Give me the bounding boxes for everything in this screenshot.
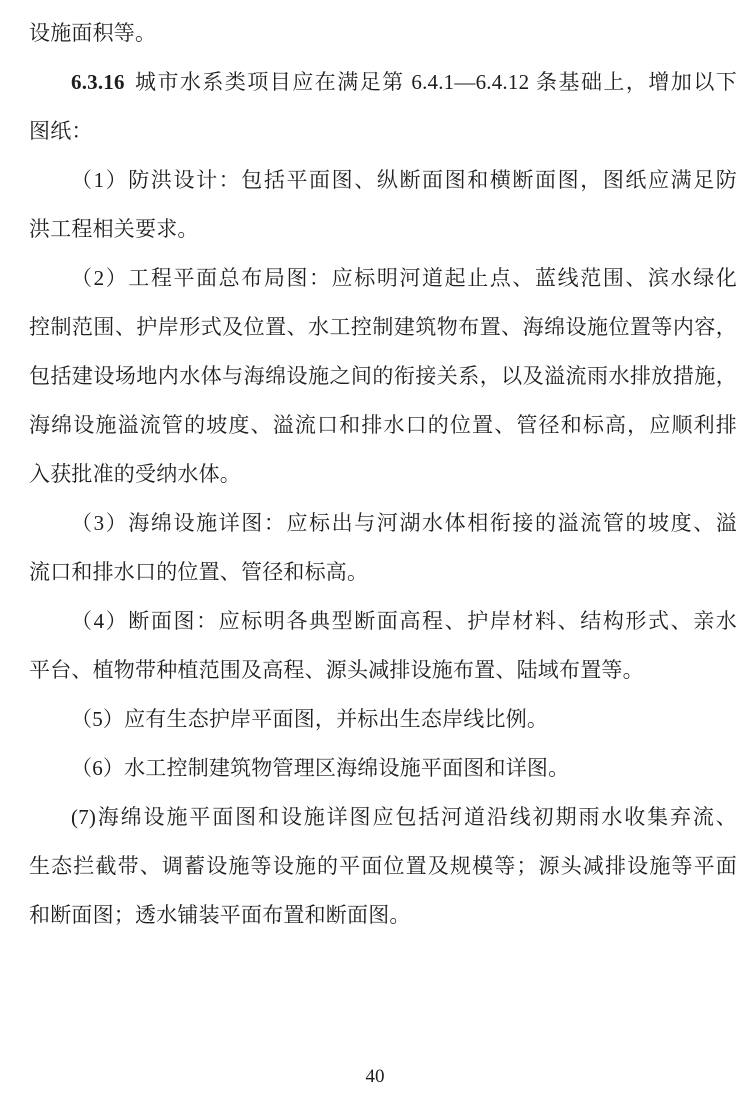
page-number: 40 bbox=[365, 1066, 385, 1087]
item-7-line-3: 和断面图；透水铺装平面布置和断面图。 bbox=[29, 903, 411, 927]
item-4-line-1: （4）断面图：应标明各典型断面高程、护岸材料、结构形式、亲水 bbox=[71, 609, 737, 633]
item-6-line: （6）水工控制建筑物管理区海绵设施平面图和详图。 bbox=[71, 756, 570, 780]
item-2-line-3: 包括建设场地内水体与海绵设施之间的衔接关系，以及溢流雨水排放措施， bbox=[29, 364, 737, 388]
item-1-line-2: 洪工程相关要求。 bbox=[29, 217, 199, 241]
item-4-line-2: 平台、植物带种植范围及高程、源头减排设施布置、陆域布置等。 bbox=[29, 658, 644, 682]
item-7-line-1: (7)海绵设施平面图和设施详图应包括河道沿线初期雨水收集弃流、 bbox=[71, 805, 737, 829]
clause-6316-line-1-text: 城市水系类项目应在满足第 6.4.1—6.4.12 条基础上，增加以下 bbox=[133, 70, 737, 94]
item-1-line-1: （1）防洪设计：包括平面图、纵断面图和横断面图，图纸应满足防 bbox=[71, 168, 737, 192]
item-2-line-2: 控制范围、护岸形式及位置、水工控制建筑物布置、海绵设施位置等内容， bbox=[29, 315, 737, 339]
clause-6316-line-2: 图纸： bbox=[29, 119, 93, 143]
item-2-line-4: 海绵设施溢流管的坡度、溢流口和排水口的位置、管径和标高，应顺利排 bbox=[29, 413, 737, 437]
item-3-line-2: 流口和排水口的位置、管径和标高。 bbox=[29, 560, 369, 584]
clause-number: 6.3.16 bbox=[71, 70, 125, 94]
item-5-line: （5）应有生态护岸平面图，并标出生态岸线比例。 bbox=[71, 707, 549, 731]
item-3-line-1: （3）海绵设施详图：应标出与河湖水体相衔接的溢流管的坡度、溢 bbox=[71, 511, 737, 535]
item-2-line-5: 入获批准的受纳水体。 bbox=[29, 462, 241, 486]
item-2-line-1: （2）工程平面总布局图：应标明河道起止点、蓝线范围、滨水绿化 bbox=[71, 266, 737, 290]
paragraph-continuation-line: 设施面积等。 bbox=[29, 21, 157, 45]
item-7-line-2: 生态拦截带、调蓄设施等设施的平面位置及规模等；源头减排设施等平面 bbox=[29, 854, 737, 878]
clause-6316-line-1 bbox=[29, 58, 737, 107]
